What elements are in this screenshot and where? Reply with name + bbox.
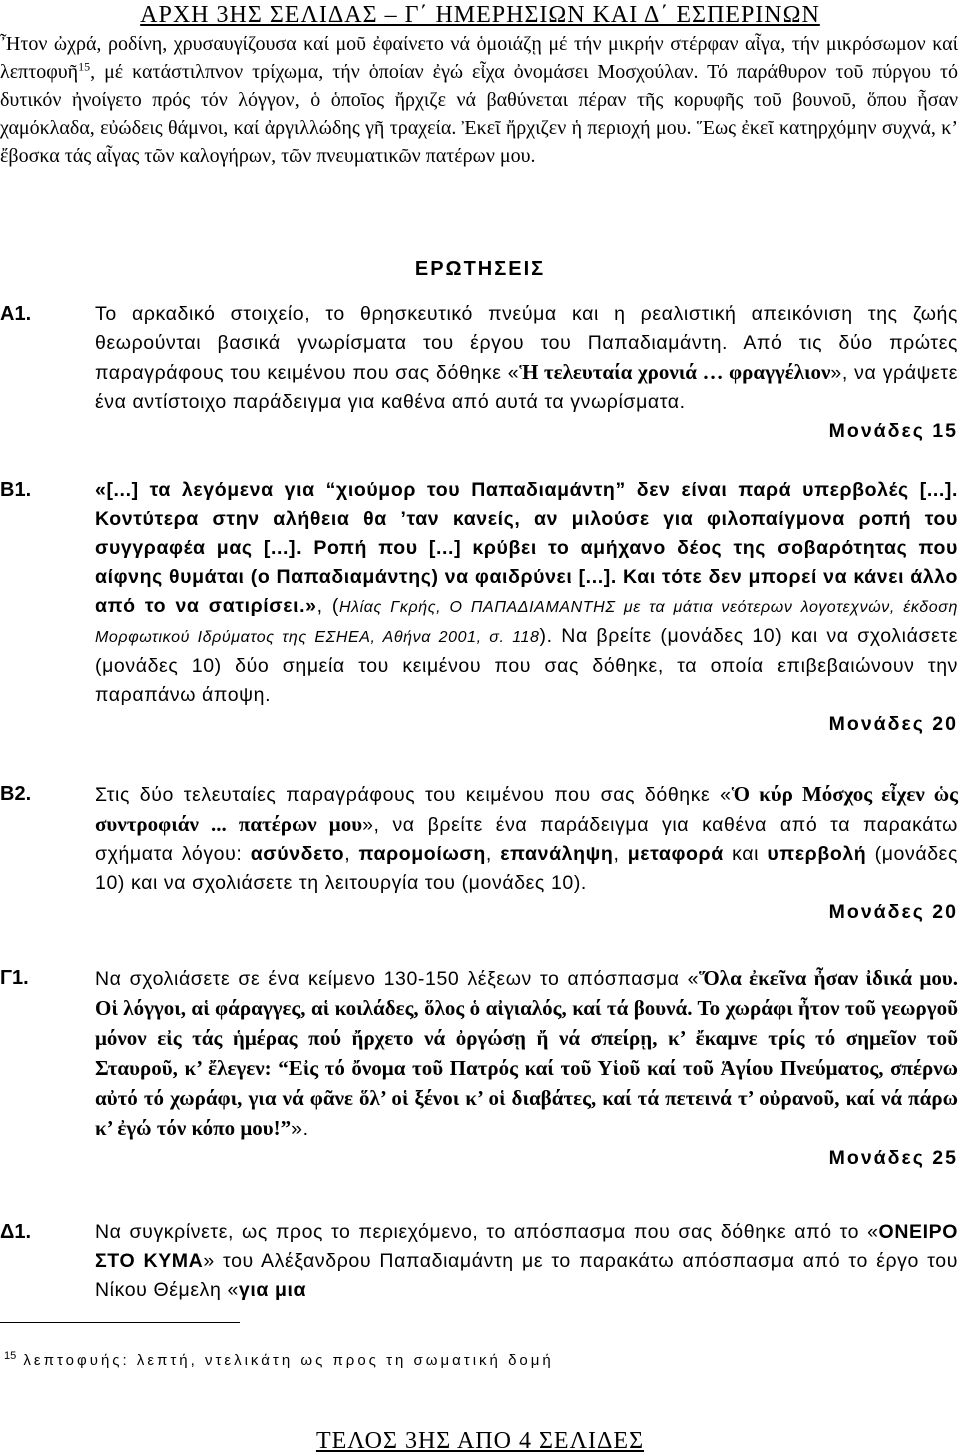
marks-label: Μονάδες 25: [828, 1147, 958, 1169]
quoted-excerpt: Ἡ τελευταία χρονιά … φραγγέλιον: [519, 360, 831, 384]
question-text-a: Να συγκρίνετε, ως προς το περιεχόμενο, το απόσπασμα που σας δόθηκε από το «: [95, 1221, 879, 1243]
figure-term: μεταφορά: [627, 843, 724, 865]
question-text-b: ».: [291, 1118, 309, 1140]
question-text-a: Στις δύο τελευταίες παραγράφους του κειμένου που σας δόθηκε «: [95, 784, 732, 806]
question-label: Δ1.: [0, 1221, 32, 1243]
question-text-a: Να σχολιάσετε σε ένα κείμενο 130-150 λέξεων το απόσπασμα «: [95, 968, 700, 990]
figure-term: παρομοίωση: [358, 843, 486, 865]
question-text-body: ). Να βρείτε (μονάδες 10) και να σχολιάσετε (μονάδες 10) δύο σημεία του κειμένου που σας δόθηκε, τα οποία επιβεβαιώνουν την παραπάνω άποψη.: [95, 625, 958, 706]
work-title-start: για μια: [238, 1279, 307, 1301]
marks-label: Μονάδες 20: [828, 713, 958, 735]
work-title: ΟΝΕΙΡΟ ΣΤΟ ΚΥΜΑ: [95, 1221, 958, 1272]
quoted-excerpt: Ὁ κύρ Μόσχος εἶχεν ὡς συντροφιάν ... πατέρων μου: [95, 782, 958, 836]
separator: ,: [344, 843, 359, 865]
figure-term: ασύνδετο: [250, 843, 345, 865]
marks-label: Μονάδες 15: [828, 420, 958, 442]
page-footer: ΤΕΛΟΣ 3ΗΣ ΑΠΟ 4 ΣΕΛΙΔΕΣ: [315, 1428, 645, 1454]
figure-term: υπερβολή: [767, 843, 867, 865]
question-label: Γ1.: [0, 967, 29, 989]
marks-label: Μονάδες 20: [828, 901, 958, 923]
question-label: Α1.: [0, 303, 32, 325]
cite-open: , (: [316, 595, 339, 617]
question-label: Β1.: [0, 479, 32, 501]
footnote-number: 15: [4, 1350, 17, 1362]
citation: Ηλίας Γκρής, Ο ΠΑΠΑΔΙΑΜΑΝΤΗΣ με τα μάτια νεότερων λογοτεχνών, έκδοση Μορφωτικού Ιδρύματος της ΕΣΗΕΑ,: [95, 599, 958, 646]
question-text-c: (μονάδες 10) και να σχολιάσετε τη λειτουργία του (μονάδες 10).: [95, 843, 958, 894]
question-text: [95, 300, 958, 446]
separator: ,: [613, 843, 628, 865]
question-text: [95, 964, 958, 1173]
footnote-divider: [0, 1322, 240, 1323]
passage-text-b: , μέ κατάστιλπνον τρίχωμα, τήν ὁποίαν ἐγώ εἶχα ὀνομάσει Μοσχούλαν. Τό παράθυρον τοῦ πύργου τό δυτικόν ἠνοίγετο πρός τόν λόγγον, ὁ ὁποῖος ἤρχιζε νά βαθύνεται πέραν τῆς κορυφῆς τοῦ βουνοῦ, ὅπου ἦσαν χαμόκλαδα, εὐώδεις θάμνοι, καί ἀργιλλώδης γῆ τραχεία. Ἐκεῖ ἤρχιζεν ἡ περιοχή μου. Ἕως ἐκεῖ κατηρχόμην συχνά, κ’ ἔβοσκα τάς αἶγας τῶν καλογήρων, τῶν πνευματικῶν πατέρων μου.: [0, 61, 958, 167]
footnote-ref: 15: [78, 59, 91, 74]
critic-quote: «[...] τα λεγόμενα για “χιούμορ του Παπαδιαμάντη” δεν είναι παρά υπερβολές [...]. Κοντύτερα στην αλήθεια θα ’ταν κανείς, αν μιλούσε για φιλοπαίγμονα ροπή του συγγραφέα μας [...]. Ροπή που [...] κρύβει το αμήχανο δέος της σοβαρότητας που αίφνης θυμάται (ο Παπαδιαμάντης) να φαιδρύνει [...]. Και τότε δεν μπορεί να κάνει άλλο από το να σατιρίσει.»: [95, 479, 958, 617]
footnote-text: λεπτοφυής: λεπτή, ντελικάτη ως προς τη σωματική δομή: [16, 1352, 554, 1369]
passage-text-a: Ἦτον ὠχρά, ροδίνη, χρυσαυγίζουσα καί μοῦ ἐφαίνετο νά ὁμοιάζῃ μέ τήν μικρήν στέρφαν αἶγα, τήν μικρόσωμον καί λεπτοφυῆ: [0, 33, 958, 83]
questions-heading: ΕΡΩΤΗΣΕΙΣ: [414, 258, 546, 280]
figure-term: επανάληψη: [500, 843, 614, 865]
page-header: ΑΡΧΗ 3ΗΣ ΣΕΛΙΔΑΣ – Γ΄ ΗΜΕΡΗΣΙΩΝ ΚΑΙ Δ΄ ΕΣΠΕΡΙΝΩΝ: [140, 2, 820, 28]
question-text: [95, 476, 958, 739]
separator: και: [723, 843, 768, 865]
citation-tail: Αθήνα 2001, σ. 118: [375, 629, 540, 646]
question-text: [95, 780, 958, 927]
footnote: [4, 1350, 554, 1372]
question-text-b: » του Αλέξανδρου Παπαδιαμάντη με το παρακάτω απόσπασμα από το έργο του Νίκου Θέμελη «: [95, 1250, 958, 1301]
question-text-a: Το αρκαδικό στοιχείο, το θρησκευτικό πνεύμα και η ρεαλιστική απεικόνιση της ζωής θεωρούνται βασικά γνωρίσματα του έργου του Παπαδιαμάντη. Από τις δύο πρώτες παραγράφους του κειμένου που σας δόθηκε «: [95, 303, 958, 384]
separator: ,: [485, 843, 501, 865]
question-text-b: », να γράψετε ένα αντίστοιχο παράδειγμα για καθένα από αυτά τα γνωρίσματα.: [95, 362, 959, 413]
quoted-excerpt: Ὅλα ἐκεῖνα ἦσαν ἰδικά μου. Οἱ λόγγοι, αἱ φάραγγες, αἱ κοιλάδες, ὅλος ὁ αἰγιαλός, καί τά βουνά. Το χωράφι ἦτον τοῦ γεωργοῦ μόνον εἰς τάς ἡμέρας πού ἤρχετο νά ὀργώσῃ ἤ νά σπείρῃ, κ’ ἔκαμνε τρίς τό σημεῖον τοῦ Σταυροῦ, κ’ ἔλεγεν: “Εἰς τό ὄνομα τοῦ Πατρός καί τοῦ Υἱοῦ καί τοῦ Ἁγίου Πνεύματος, σπέρνω αὐτό τό χωράφι, για νά φᾶνε ὅλ’ οἱ ξένοι κ’ οἱ διαβάτες, καί τά πετεινά τ’ οὐρανοῦ, καί νά πάρω κ’ ἐγώ τόν κόπο μου!”: [95, 966, 958, 1140]
literary-passage: [0, 30, 958, 170]
question-text-b: », να βρείτε ένα παράδειγμα για καθένα από τα παρακάτω σχήματα λόγου:: [95, 814, 959, 865]
question-label: Β2.: [0, 783, 32, 805]
question-text: [95, 1218, 958, 1305]
